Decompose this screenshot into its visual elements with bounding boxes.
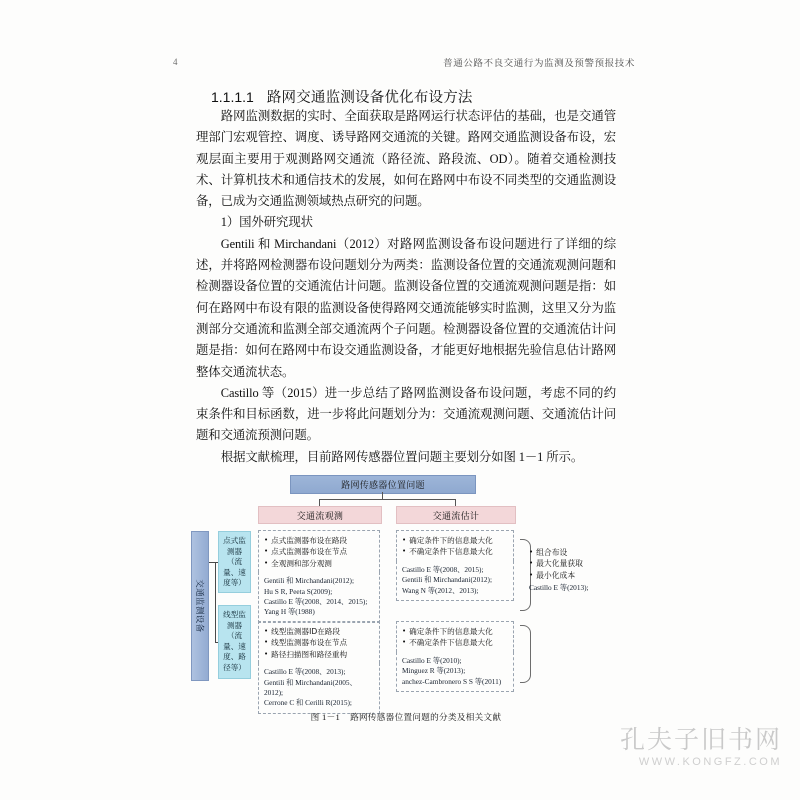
reference-item: Cerrone C 和 Cerilli R(2015);: [264, 698, 352, 708]
figure-root-box: 路网传感器位置问题: [290, 475, 476, 494]
cell-linear-observation: [258, 621, 380, 714]
bracket-spine: [215, 562, 216, 642]
bullet-item: • 最大化量获取: [529, 558, 625, 569]
figure-caption-text: 路网传感器位置问题的分类及相关文献: [350, 713, 502, 723]
connector-line: [455, 499, 456, 506]
reference-item: Wang N 等(2012、2013);: [402, 585, 479, 595]
section-title: 路网交通监测设备优化布设方法: [266, 90, 473, 106]
device-category-label: 交通监测设备: [195, 579, 205, 633]
reference-item: anchez-Cambronero S S 等(2011): [402, 676, 502, 686]
bullet-item: • 组合布设: [529, 547, 625, 558]
bullet-item: • 线型监测器布设在节点: [264, 637, 374, 648]
bullet-item: • 全观测和部分观测: [264, 558, 374, 569]
cell-references: [396, 652, 514, 692]
watermark-url: WWW.KONGFZ.COM: [638, 756, 782, 768]
connector-line: [319, 499, 320, 506]
figure-1-1: [186, 475, 626, 740]
figure-caption: [186, 711, 626, 723]
cell-linear-estimation: [396, 621, 514, 692]
reference-item: Castillo E 等(2008、2014、2015);: [264, 597, 368, 607]
column-header-observation: 交通流观测: [258, 506, 382, 524]
reference-item: Yang H 等(1988): [264, 607, 315, 617]
watermark: [620, 727, 782, 768]
reference-item: Gentili 和 Mirchandani(2012);: [402, 575, 492, 585]
bullet-item: • 线型监测器ID在路段: [264, 626, 374, 637]
bullet-item: • 路径扫描图和路径重构: [264, 649, 374, 660]
bullet-item: • 点式监测器布设在路段: [264, 535, 374, 546]
combined-deployment-note: [529, 547, 625, 594]
bullet-item: • 点式监测器布设在节点: [264, 546, 374, 557]
cell-references: [258, 572, 380, 623]
cell-point-observation: [258, 530, 380, 623]
reference-item: Gentili 和 Mirchandani(2012);: [264, 576, 354, 586]
reference-item: Hu S R, Peeta S(2009);: [264, 586, 333, 596]
figure-caption-number: 图 1－1: [310, 712, 341, 722]
note-bullets: [529, 547, 625, 581]
reference-item: Castillo E 等(2010);: [402, 655, 462, 665]
device-box-linear: 线型监测器（流量、速度、路径等）: [218, 605, 251, 679]
connector-line: [319, 499, 455, 500]
section-heading: [211, 86, 473, 107]
cell-bullets: [396, 621, 514, 652]
paragraph: 根据文献梳理，目前路网传感器位置问题主要划分如图 1－1 所示。: [220, 449, 584, 464]
reference-item: Minguez R 等(2013);: [402, 666, 466, 676]
cell-bullets: [258, 621, 380, 663]
cell-references: [258, 663, 380, 714]
bullet-item: • 不确定条件下信息最大化: [402, 637, 508, 648]
cell-bullets: [258, 530, 380, 572]
device-box-point: 点式监测器（流量、速度等）: [218, 531, 251, 593]
cell-point-estimation: [396, 530, 514, 601]
running-head-title: 普通公路不良交通行为监测及预警预报技术: [443, 58, 635, 69]
cell-bullets: [396, 530, 514, 561]
paragraph: 1）国外研究现状: [220, 215, 313, 230]
bullet-item: • 最小化成本: [529, 570, 625, 581]
bullet-item: • 不确定条件下信息最大化: [402, 546, 508, 557]
running-head: [173, 54, 635, 70]
reference-item: Castillo E 等(2008、2015);: [402, 564, 484, 574]
paragraph: 路网监测数据的实时、全面获取是路网运行状态评估的基础，也是交通管理部门宏观管控、调度、诱导路网交通流的关键。路网交通监测设备布设，宏观层面主要用于观测路网交通流（路径流、路段流、OD）。随着交通检测技术、计算机技术和通信技术的发展，如何在路网中布设不同类型的交通监测设备，已成为交通监测领域热点研究的问题。: [196, 109, 616, 209]
section-number: 1.1.1.1: [211, 89, 254, 105]
bullet-item: • 确定条件下的信息最大化: [402, 535, 508, 546]
watermark-main: 孔夫子旧书网: [619, 725, 782, 754]
brace-icon: [520, 625, 531, 683]
reference-item: Gentili 和 Mirchandani(2005、2012);: [264, 677, 357, 698]
body-text-column: [196, 106, 616, 468]
reference-item: Castillo E 等(2008、2013);: [264, 667, 346, 677]
cell-references: [396, 561, 514, 601]
connector-line: [382, 492, 383, 499]
paragraph: Castillo 等（2015）进一步总结了路网监测设备布设问题，考虑不同的约束条件和目标函数，进一步将此问题划分为：交通流观测问题、交通流估计问题和交通流预测问题。: [196, 385, 616, 443]
page-number: 4: [173, 57, 178, 67]
column-header-estimation: 交通流估计: [396, 506, 516, 524]
note-reference: Castillo E 等(2013);: [529, 583, 589, 593]
paragraph: Gentili 和 Mirchandani（2012）对路网监测设备布设问题进行了详细的综述，并将路网检测器布设问题划分为两类：监测设备位置的交通流观测问题和检测器设备位置的交通流估计问题。监测设备位置的交通流观测问题是指：如何在路网中布设有限的监测设备使得路网交通流能够实时监测，这里又分为监测部分交通流和监测全部交通流两个子问题。检测器设备位置的交通流估计问题是指：如何在路网中布设交通监测设备，才能更好地根据先验信息估计路网整体交通流状态。: [196, 236, 616, 379]
device-category-bar: [191, 531, 209, 681]
bullet-item: • 确定条件下的信息最大化: [402, 626, 508, 637]
